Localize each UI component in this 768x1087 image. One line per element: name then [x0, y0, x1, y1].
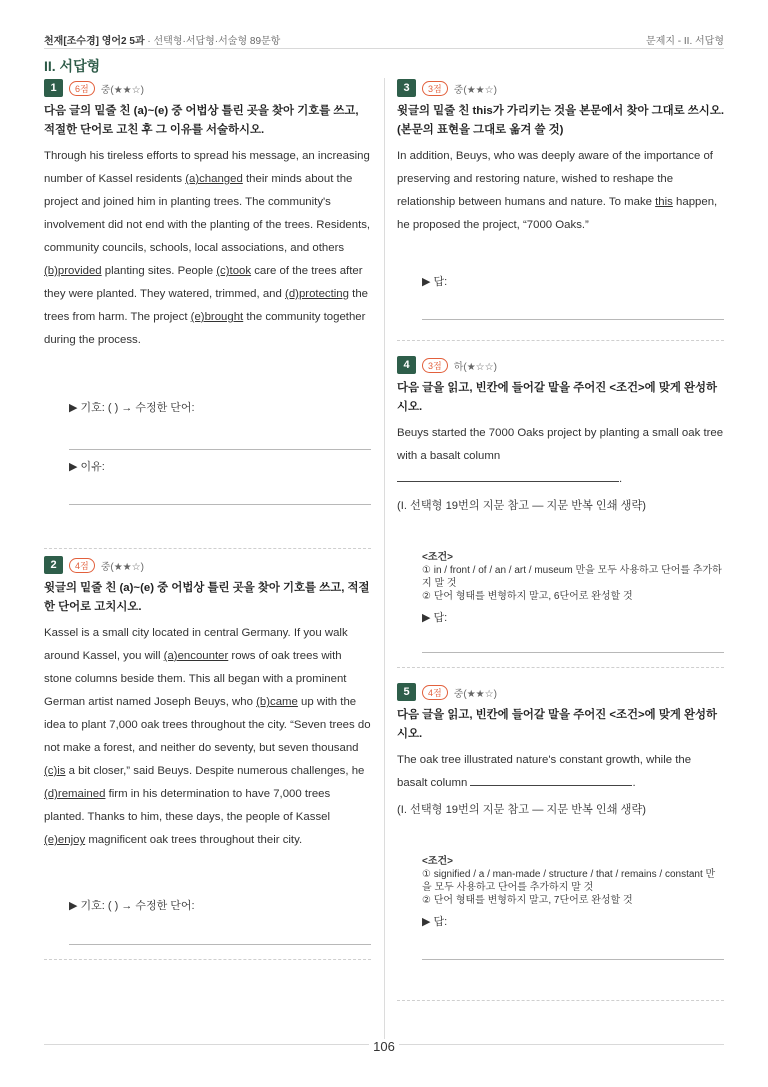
answer-line[interactable]	[422, 959, 724, 960]
answer-label-symbol: ▶ 기호: ( ) → 수정한 단어:	[69, 402, 195, 414]
answer-line[interactable]	[69, 944, 371, 945]
difficulty-label: 중(★★☆)	[100, 561, 144, 573]
left-column	[44, 78, 371, 960]
question-prompt: 다음 글을 읽고, 빈칸에 들어갈 말을 주어진 <조건>에 맞게 완성하시오.	[397, 382, 718, 413]
question-header	[397, 78, 724, 98]
answer-line[interactable]	[69, 504, 371, 505]
answer-line[interactable]	[422, 319, 724, 320]
question-passage: Beuys started the 7000 Oaks project by planting a small oak tree with a basalt column .	[397, 427, 724, 485]
question-passage: In addition, Beuys, who was deeply aware of the importance of preserving and restoring nature, wished to reshape the relationship between humans and nature. To make this happen, he proposed the project, “7000 Oaks.”	[397, 150, 718, 231]
underline-c: (c)is	[44, 765, 66, 777]
points-badge: 4점	[422, 685, 448, 700]
page-header	[44, 30, 724, 48]
answer-label-reason: ▶ 이유:	[69, 461, 105, 473]
condition-2: ② 단어 형태를 변형하지 말고, 7단어로 완성할 것	[422, 895, 633, 906]
question-2	[44, 555, 371, 960]
underline-b: (b)provided	[44, 265, 102, 277]
underline-e: (e)brought	[190, 311, 244, 323]
question-number: 4	[397, 356, 416, 374]
question-number: 1	[44, 79, 63, 97]
condition-2: ② 단어 형태를 변형하지 말고, 6단어로 완성할 것	[422, 591, 633, 602]
question-4	[397, 355, 724, 668]
underline-e: (e)enjoy	[44, 834, 86, 846]
question-header	[44, 78, 371, 98]
conditions-box	[422, 551, 724, 603]
points-badge: 6점	[69, 81, 95, 96]
condition-1: ① signified / a / man-made / structure / that / remains / constant 만을 모두 사용하고 단어를 추가하지 말 것	[422, 869, 716, 893]
difficulty-label: 중(★★☆)	[453, 84, 497, 96]
condition-1: ① in / front / of / an / art / museum 만을 모두 사용하고 단어를 추가하지 말 것	[422, 565, 722, 589]
underline-a: (a)encounter	[163, 650, 229, 662]
column-divider	[384, 78, 385, 1040]
reference-note: (I. 선택형 19번의 지문 참고 — 지문 반복 인쇄 생략)	[397, 500, 646, 512]
header-divider	[44, 48, 724, 49]
question-header	[397, 682, 724, 702]
underline-d: (d)remained	[44, 788, 106, 800]
question-prompt: 다음 글의 밑줄 친 (a)~(e) 중 어법상 틀린 곳을 찾아 기호를 쓰고, 적절한 단어로 고친 후 그 이유를 서술하시오.	[44, 105, 359, 136]
header-right: 문제지 - II. 서답형	[646, 35, 724, 47]
underline-d: (d)protecting	[285, 288, 349, 300]
section-title: II. 서답형	[44, 58, 101, 74]
question-header	[44, 555, 371, 575]
conditions-title: <조건>	[422, 552, 453, 563]
question-prompt: 윗글의 밑줄 친 this가 가리키는 것을 본문에서 찾아 그대로 쓰시오. (본문의 표현을 그대로 옮겨 쓸 것)	[397, 105, 724, 136]
conditions-title: <조건>	[422, 856, 453, 867]
answer-label-symbol: ▶ 기호: ( ) → 수정한 단어:	[69, 900, 195, 912]
difficulty-label: 하(★☆☆)	[453, 361, 497, 373]
fill-blank[interactable]	[470, 772, 632, 786]
question-1	[44, 78, 371, 549]
underline-this: this	[655, 196, 673, 208]
question-number: 2	[44, 556, 63, 574]
question-3	[397, 78, 724, 341]
underline-a: (a)changed	[185, 173, 243, 185]
question-number: 5	[397, 683, 416, 701]
points-badge: 3점	[422, 81, 448, 96]
question-passage: Through his tireless efforts to spread his message, an increasing number of Kassel residents (a)changed their minds about the project and joined him in planting trees. The community's involvement did not end with the planting of the trees. Residents, community councils, schools, local associations, and others (b)provided planting sites. People (c)took care of the trees after they were planted. They watered, trimmed, and (d)protecting the trees from harm. The project (e)brought the community together during the process.	[44, 150, 371, 346]
answer-label: ▶ 답:	[422, 916, 448, 928]
question-header	[397, 355, 724, 375]
question-prompt: 다음 글을 읽고, 빈칸에 들어갈 말을 주어진 <조건>에 맞게 완성하시오.	[397, 709, 718, 740]
answer-label: ▶ 답:	[422, 612, 448, 624]
points-badge: 4점	[69, 558, 95, 573]
reference-note: (I. 선택형 19번의 지문 참고 — 지문 반복 인쇄 생략)	[397, 804, 646, 816]
question-number: 3	[397, 79, 416, 97]
question-5	[397, 682, 724, 1001]
underline-c: (c)took	[216, 265, 252, 277]
page-number: 106	[0, 1039, 768, 1054]
conditions-box	[422, 855, 724, 907]
right-column	[397, 78, 724, 1001]
question-passage: Kassel is a small city located in central Germany. If you walk around Kassel, you will (a)encounter rows of oak trees with stone columns beside them. This all began with a prominent German artist named Joseph Beuys, who (b)came up with the idea to plant 7,000 oak trees throughout the city. “Seven trees do not make a forest, and neither do seventy, but seven thousand (c)is a bit closer,” said Beuys. Despite numerous challenges, he (d)remained firm in his determination to have 7,000 trees planted. Thanks to him, these days, the people of Kassel (e)enjoy magnificent oak trees throughout their city.	[44, 627, 371, 846]
fill-blank[interactable]	[397, 468, 619, 482]
header-course: 천재[조수경] 영어2 5과	[44, 35, 145, 47]
points-badge: 3점	[422, 358, 448, 373]
question-passage: The oak tree illustrated nature's constant growth, while the basalt column .	[397, 754, 692, 789]
answer-line[interactable]	[69, 449, 371, 450]
underline-b: (b)came	[256, 696, 298, 708]
answer-line[interactable]	[422, 652, 724, 653]
header-left	[44, 32, 280, 47]
question-prompt: 윗글의 밑줄 친 (a)~(e) 중 어법상 틀린 곳을 찾아 기호를 쓰고, 적절한 단어로 고치시오.	[44, 582, 370, 613]
difficulty-label: 중(★★☆)	[453, 688, 497, 700]
difficulty-label: 중(★★☆)	[100, 84, 144, 96]
answer-label: ▶ 답:	[422, 276, 448, 288]
header-subtitle: · 선택형·서답형·서술형 89문항	[144, 35, 281, 47]
